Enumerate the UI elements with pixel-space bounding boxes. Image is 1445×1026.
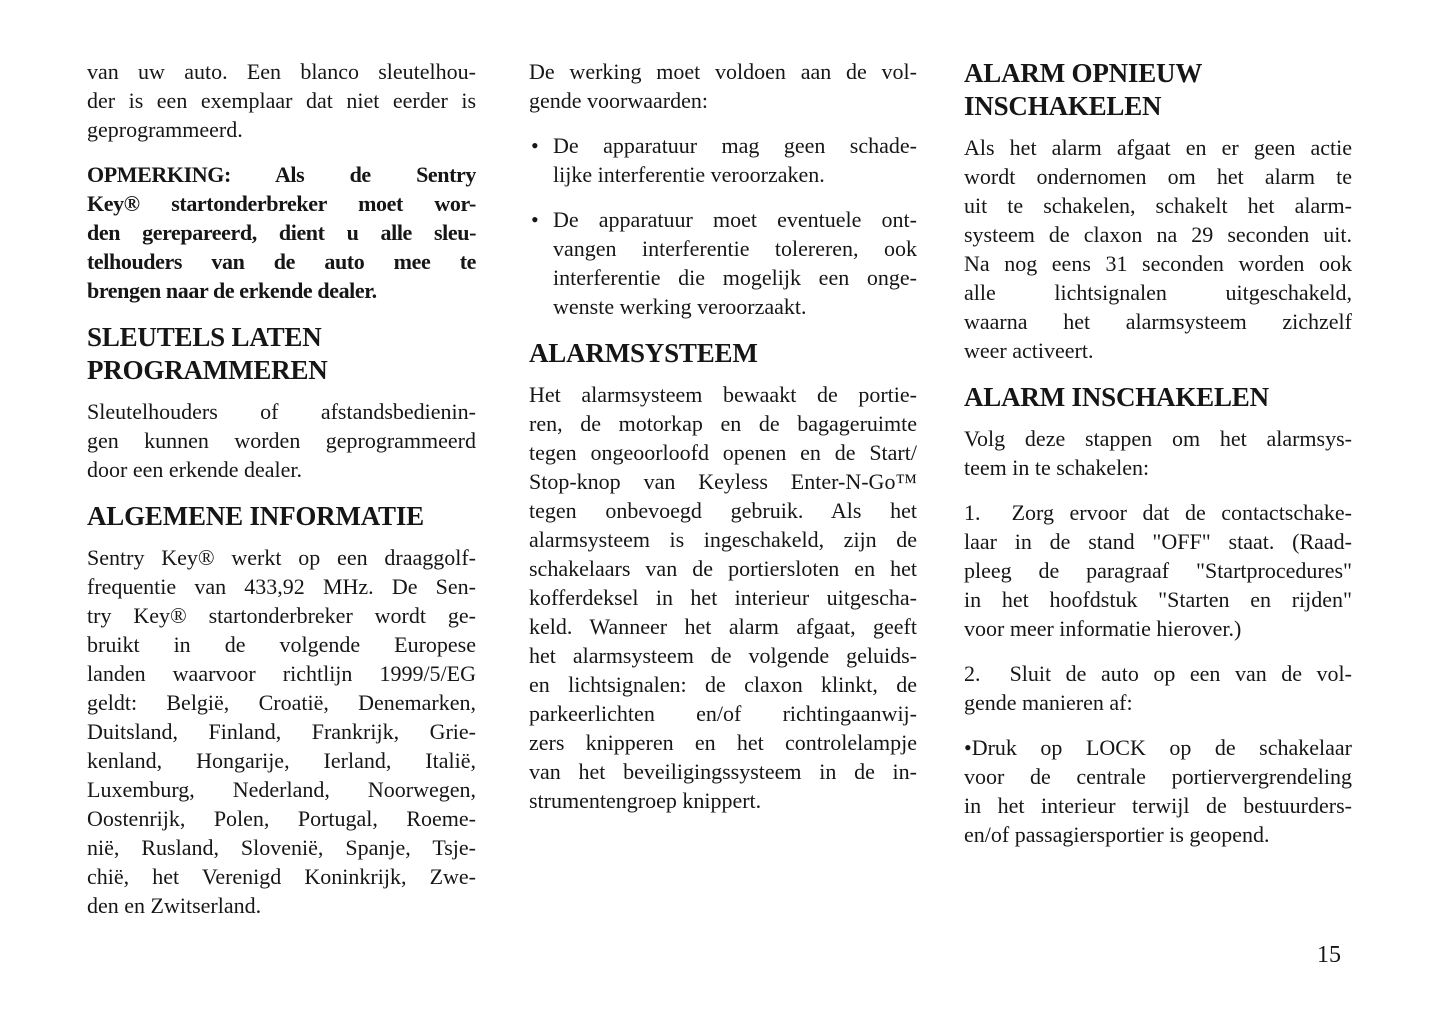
text-line: in het interieur terwijl de bestuurders- [964, 793, 1352, 818]
text-line: laar in de stand "OFF" staat. (Raad- [964, 529, 1352, 554]
text-line: teem in te schakelen: [964, 455, 1150, 480]
bullet-text [553, 131, 917, 189]
text-line: nië, Rusland, Slovenië, Spanje, Tsje- [87, 835, 476, 860]
column-1 [87, 57, 476, 936]
text-line: Duitsland, Finland, Frankrijk, Grie- [87, 719, 476, 744]
body-paragraph [964, 659, 1352, 717]
section-heading [87, 321, 476, 387]
text-line: geldt: België, Croatië, Denemarken, [87, 690, 476, 715]
text-line: alarmsysteem is ingeschakeld, zijn de [529, 527, 917, 552]
text-line: Oostenrijk, Polen, Portugal, Roeme- [87, 806, 476, 831]
text-line: en lichtsignalen: de claxon klinkt, de [529, 672, 917, 697]
text-line: alle lichtsignalen uitgeschakeld, [964, 280, 1352, 305]
text-line: telhouders van de auto mee te [87, 249, 476, 274]
text-line: kenland, Hongarije, Ierland, Italië, [87, 748, 476, 773]
section-heading [964, 381, 1352, 414]
text-line: zers knipperen en het controlelampje [529, 730, 917, 755]
text-line: try Key® startonderbreker wordt ge- [87, 603, 476, 628]
section-heading [87, 500, 476, 533]
text-line: Luxemburg, Nederland, Noorwegen, [87, 777, 476, 802]
text-line: en/of passagiersportier is geopend. [964, 822, 1270, 847]
heading-line: INSCHAKELEN [964, 91, 1162, 121]
bullet-icon: • [531, 133, 539, 158]
bullet-item [529, 131, 917, 189]
heading-line: PROGRAMMEREN [87, 355, 328, 385]
bullet-item [529, 205, 917, 321]
text-line: pleeg de paragraaf "Startprocedures" [964, 558, 1352, 583]
text-line: uit te schakelen, schakelt het alarm- [964, 193, 1352, 218]
text-line: in het hoofdstuk "Starten en rijden" [964, 587, 1352, 612]
text-line: •Druk op LOCK op de schakelaar [964, 735, 1352, 760]
body-paragraph [964, 733, 1352, 849]
text-line: bruikt in de volgende Europese [87, 632, 476, 657]
body-paragraph [964, 424, 1352, 482]
text-line: 2. Sluit de auto op een van de vol- [964, 661, 1352, 686]
text-line: Sentry Key® werkt op een draaggolf- [87, 545, 476, 570]
section-heading [964, 57, 1352, 123]
text-line: den gerepareerd, dient u alle sleu- [87, 220, 476, 245]
heading-line: ALARMSYSTEEM [529, 338, 758, 368]
text-line: brengen naar de erkende dealer. [87, 278, 377, 303]
text-line: De werking moet voldoen aan de vol- [529, 59, 917, 84]
text-line: tegen ongeoorloofd openen en de Start/ [529, 440, 917, 465]
text-line: wordt ondernomen om het alarm te [964, 164, 1352, 189]
text-line: keld. Wanneer het alarm afgaat, geeft [529, 614, 917, 639]
page-number: 15 [1317, 942, 1341, 968]
text-line: van uw auto. Een blanco sleutelhou- [87, 59, 476, 84]
body-paragraph [964, 133, 1352, 365]
text-line: strumentengroep knippert. [529, 788, 762, 813]
text-line: den en Zwitserland. [87, 893, 262, 918]
body-paragraph [87, 160, 476, 305]
text-line: Stop-knop van Keyless Enter-N-Go™ [529, 469, 917, 494]
bullet-icon: • [531, 207, 539, 232]
text-line: kofferdeksel in het interieur uitgescha- [529, 585, 917, 610]
text-line: 1. Zorg ervoor dat de contactschake- [964, 500, 1352, 525]
column-2 [529, 57, 917, 831]
text-line: het alarmsysteem de volgende geluids- [529, 643, 917, 668]
text-line: landen waarvoor richtlijn 1999/5/EG [87, 661, 476, 686]
text-line: Key® startonderbreker moet wor- [87, 191, 476, 216]
body-paragraph [87, 543, 476, 920]
text-line: gen kunnen worden geprogrammeerd [87, 428, 476, 453]
text-line: De apparatuur moet eventuele ont- [553, 207, 917, 232]
heading-line: ALARM INSCHAKELEN [964, 382, 1269, 412]
text-line: OPMERKING: Als de Sentry [87, 162, 476, 187]
section-heading [529, 337, 917, 370]
text-line: Sleutelhouders of afstandsbedienin- [87, 399, 476, 424]
text-line: chië, het Verenigd Koninkrijk, Zwe- [87, 864, 476, 889]
text-line: systeem de claxon na 29 seconden uit. [964, 222, 1352, 247]
body-paragraph [87, 57, 476, 144]
text-line: waarna het alarmsysteem zichzelf [964, 309, 1352, 334]
text-line: geprogrammeerd. [87, 117, 243, 142]
text-line: door een erkende dealer. [87, 457, 302, 482]
text-line: ren, de motorkap en de bagageruimte [529, 411, 917, 436]
text-line: interferentie die mogelijk een onge- [553, 265, 917, 290]
text-line: frequentie van 433,92 MHz. De Sen- [87, 574, 476, 599]
text-line: parkeerlichten en/of richtingaanwij- [529, 701, 917, 726]
text-line: tegen onbevoegd gebruik. Als het [529, 498, 917, 523]
text-line: weer activeert. [964, 338, 1094, 363]
text-line: Volg deze stappen om het alarmsys- [964, 426, 1352, 451]
body-paragraph [87, 397, 476, 484]
text-line: De apparatuur mag geen schade- [553, 133, 917, 158]
text-line: wenste werking veroorzaakt. [553, 294, 807, 319]
body-paragraph [529, 57, 917, 115]
text-line: Het alarmsysteem bewaakt de portie- [529, 382, 917, 407]
text-line: van het beveiligingssysteem in de in- [529, 759, 917, 784]
heading-line: SLEUTELS LATEN [87, 322, 322, 352]
body-paragraph [529, 380, 917, 815]
text-line: voor de centrale portiervergrendeling [964, 764, 1352, 789]
text-line: gende voorwaarden: [529, 88, 708, 113]
bullet-text [553, 205, 917, 321]
text-line: der is een exemplaar dat niet eerder is [87, 88, 476, 113]
text-line: vangen interferentie tolereren, ook [553, 236, 917, 261]
body-paragraph [964, 498, 1352, 643]
text-line: gende manieren af: [964, 690, 1133, 715]
text-line: Als het alarm afgaat en er geen actie [964, 135, 1352, 160]
column-3 [964, 57, 1352, 865]
heading-line: ALGEMENE INFORMATIE [87, 501, 424, 531]
text-line: lijke interferentie veroorzaken. [553, 162, 825, 187]
text-line: schakelaars van de portiersloten en het [529, 556, 917, 581]
text-line: Na nog eens 31 seconden worden ook [964, 251, 1352, 276]
heading-line: ALARM OPNIEUW [964, 58, 1203, 88]
text-line: voor meer informatie hierover.) [964, 616, 1242, 641]
